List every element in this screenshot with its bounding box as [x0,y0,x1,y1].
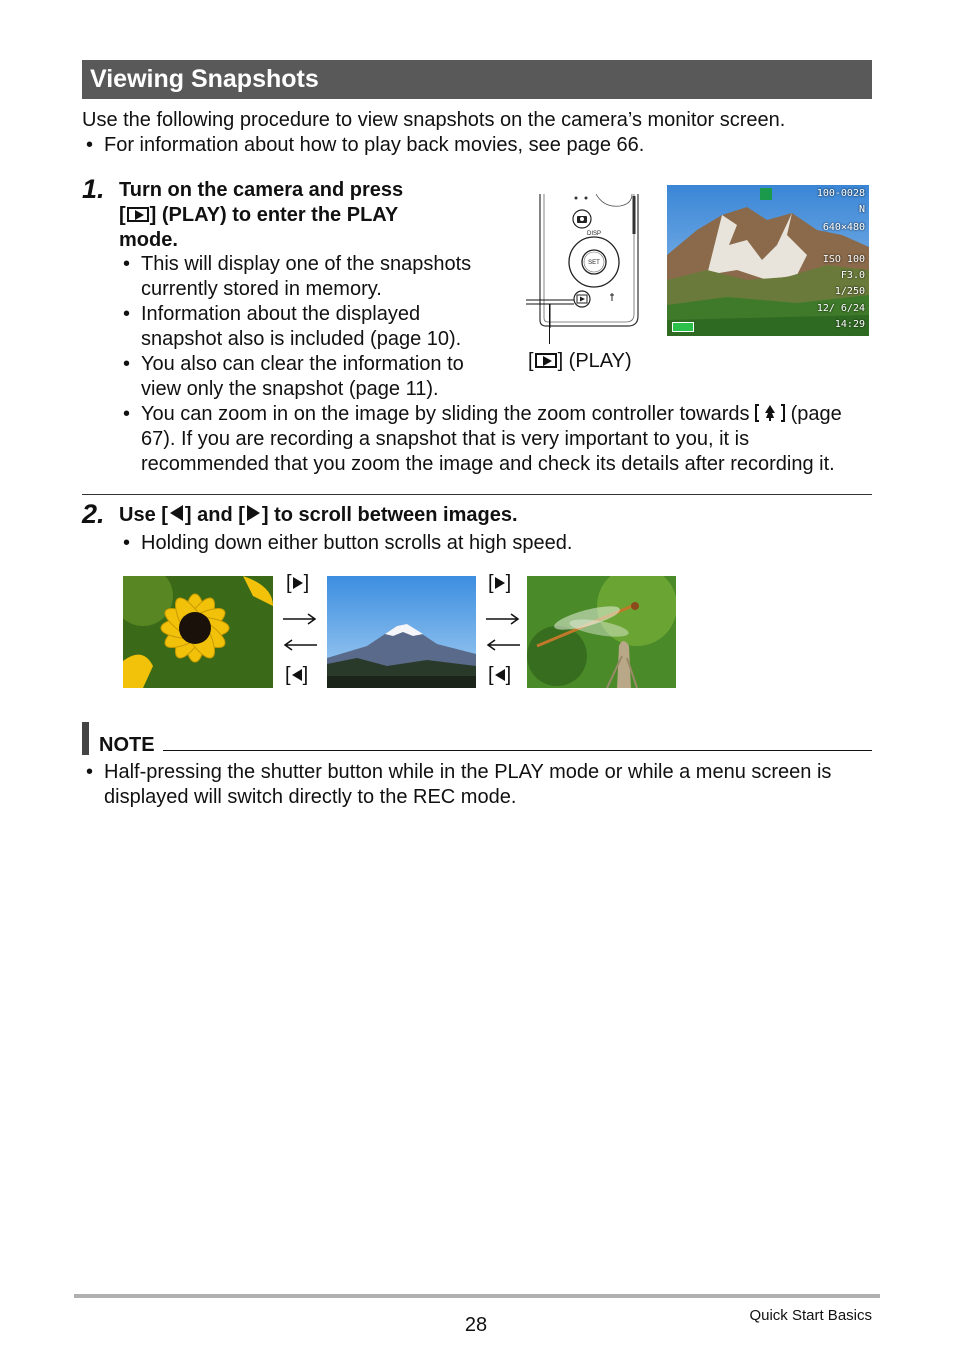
play-button-leader-line [549,304,550,344]
bracket-open: [ [488,572,494,594]
step-1-title-line2-text: ] (PLAY) to enter the PLAY [149,204,399,226]
page-number: 28 [464,1314,488,1336]
osd-image-size: 640×480 [822,222,865,233]
osd-quality: N [858,204,865,215]
step-1-title-line1: Turn on the camera and press [119,179,404,201]
footer-rule [74,1294,880,1298]
osd-aperture: F3.0 [840,270,865,281]
bullet-glyph: • [123,303,131,325]
play-button-caption [528,349,632,374]
play-icon [127,207,149,222]
osd-time: 14:29 [834,319,865,330]
left-arrow-icon [170,505,183,521]
intro-bullet [86,133,872,158]
step-2-bullet-text: Holding down either button scrolls at high speed. [141,532,573,554]
step-2-title-b: ] and [ [184,504,245,526]
bracket-close: ] [505,664,512,686]
disp-label: DISP [586,231,602,237]
step-1-title-line2 [119,203,509,228]
zoom-bullet-text-b: (page 67). If you are recording a snapshot that is very important to you, it is recommended that you zoom the image and check its details after recording it. [141,403,842,475]
step-1-bullet-2-text: Information about the displayed snapshot also is included (page 10). [141,303,462,350]
note-bullet [86,760,872,810]
bracket-open: [ [285,664,291,686]
playback-screen-photo [667,185,869,336]
step-1-bullet-3 [123,352,506,402]
step-1-number: 1. [82,174,105,204]
osd-date: 12/ 6/24 [816,303,865,314]
right-arrow-icon [247,505,260,521]
footer-section-name: Quick Start Basics [749,1307,872,1324]
step-1-bullet-zoom [123,402,873,477]
bullet-glyph: • [123,403,131,425]
arrow-left-icon [283,639,317,651]
bracket-open: [ [286,572,292,594]
thumbnail-mountain [327,576,476,688]
right-arrow-icon [293,577,303,589]
osd-iso: ISO 100 [822,254,865,265]
osd-shutter: 1/250 [834,286,865,297]
bracket-close: ] [303,572,310,594]
thumbnail-dragonfly [527,576,676,688]
bullet-glyph: • [123,532,131,554]
step-1-title-line3: mode. [119,229,178,251]
step-2-title-a: Use [ [119,504,168,526]
camera-back-illustration [524,194,642,328]
play-caption-text: ] (PLAY) [557,350,632,372]
step-1-bullet-2 [123,302,506,352]
step-1-bullet-3-text: You also can clear the information to view only the snapshot (page 11). [141,353,464,400]
step-1-bullet-1 [123,252,506,302]
bracket-open: [ [119,204,126,226]
osd-folder-file: 100-0028 [816,188,865,199]
step-1-bullet-1-text: This will display one of the snapshots currently stored in memory. [141,253,472,300]
bullet-glyph: • [86,134,94,156]
step-2-number: 2. [82,499,105,529]
bullet-glyph: • [123,253,131,275]
bracket-open: [ [488,664,494,686]
bullet-glyph: • [86,761,94,783]
flower-image [123,576,273,688]
arrow-right-icon [283,613,317,625]
nav-left-label-1 [285,664,308,686]
section-title: Viewing Snapshots [82,60,872,99]
note-heading: NOTE [99,734,155,756]
note-marker-bar [82,722,89,755]
set-label: SET [588,260,600,266]
bullet-glyph: • [123,353,131,375]
step-1-title [119,178,509,253]
step-2-title-c: ] to scroll between images. [261,504,518,526]
step-2-title [119,503,819,528]
intro-text: Use the following procedure to view snapshots on the camera’s monitor screen. [82,109,786,131]
intro-bullet-text: For information about how to play back movies, see page 66. [104,134,645,156]
dragonfly-image [527,576,676,688]
nav-right-label-1 [286,572,309,594]
play-icon [535,353,557,368]
battery-icon [672,322,694,332]
bracket-close: ] [505,572,512,594]
bracket-open: [ [528,350,534,372]
nav-left-label-2 [488,664,511,686]
left-arrow-icon [495,669,505,681]
arrow-left-icon [486,639,520,651]
left-arrow-icon [292,669,302,681]
right-arrow-icon [495,577,505,589]
bracket-close: ] [302,664,309,686]
play-mode-indicator-icon [760,188,772,200]
note-bullet-text: Half-pressing the shutter button while in the PLAY mode or while a menu screen is displayed will switch directly to the REC mode. [104,761,832,808]
zoom-tele-icon [755,403,785,423]
step-divider [82,494,872,495]
arrow-right-icon [486,613,520,625]
note-heading-rule [163,750,872,751]
thumbnail-flower [123,576,273,688]
snowy-mountain-image [327,576,476,688]
nav-right-label-2 [488,572,511,594]
step-2-bullet [123,531,841,556]
zoom-bullet-text-a: You can zoom in on the image by sliding the zoom controller towards [141,403,750,425]
